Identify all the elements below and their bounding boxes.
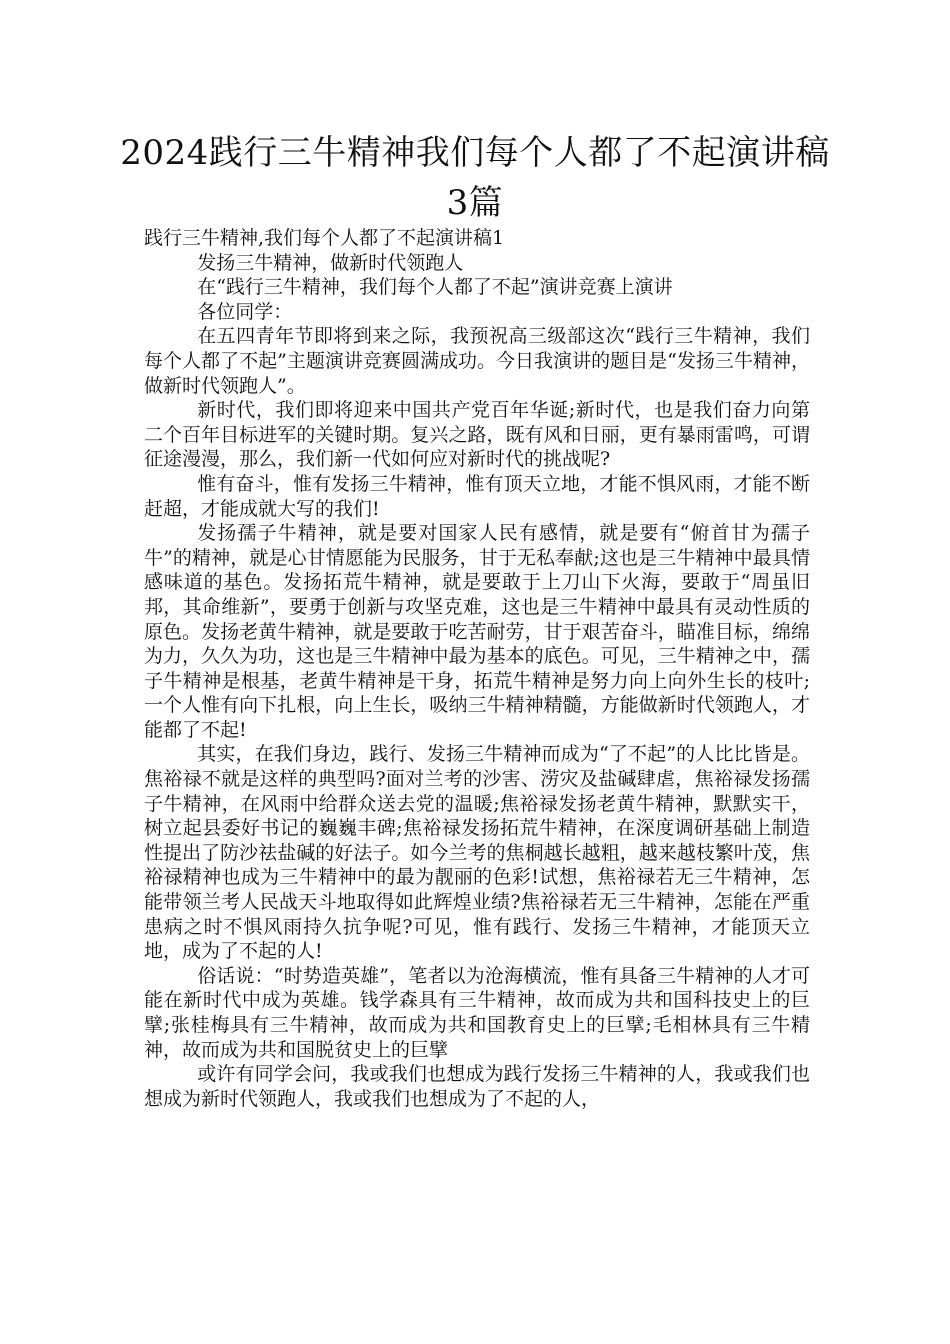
paragraph: 俗话说：“时势造英雄”，笔者以为沧海横流，惟有具备三牛精神的人才可能在新时代中成为英雄。钱学森具有三牛精神，故而成为共和国科技史上的巨擘;张桂梅具有三牛精神，故而成为共和国教育史上的巨擘;毛相林具有三牛精神，故而成为共和国脱贫史上的巨擘: [144, 964, 810, 1061]
paragraph: 惟有奋斗，惟有发扬三牛精神，惟有顶天立地，才能不惧风雨，才能不断赶超，才能成就大写的我们!: [144, 472, 810, 520]
speech-occasion: 在“践行三牛精神，我们每个人都了不起”演讲竞赛上演讲: [197, 276, 673, 299]
paragraph: 或许有同学会问，我或我们也想成为践行发扬三牛精神的人，我或我们也想成为新时代领跑人，我或我们也想成为了不起的人，: [144, 1063, 810, 1110]
paragraph: 其实，在我们身边，践行、发扬三牛精神而成为“了不起”的人比比皆是。焦裕禄不就是这样的典型吗?面对兰考的沙害、涝灾及盐碱肆虐，焦裕禄发扬孺子牛精神，在风雨中给群众送去党的温暖;焦裕禄发扬老黄牛精神，默默实干，树立起县委好书记的巍巍丰碑;焦裕禄发扬拓荒牛精神，在深度调研基础上制造性提出了防沙祛盐碱的好法子。如今兰考的焦桐越长越粗，越来越枝繁叶茂，焦裕禄精神也成为三牛精神中的最为靓丽的色彩!试想，焦裕禄若无三牛精神，怎能带领兰考人民战天斗地取得如此辉煌业绩?焦裕禄若无三牛精神，怎能在严重患病之时不惧风雨持久抗争呢?可见，惟有践行、发扬三牛精神，才能顶天立地，成为了不起的人!: [144, 743, 810, 963]
document-body: [144, 226, 810, 1111]
document-title: 2024践行三牛精神我们每个人都了不起演讲稿3篇: [120, 133, 830, 223]
paragraph: 新时代，我们即将迎来中国共产党百年华诞;新时代，也是我们奋力向第二个百年目标进军的关键时期。复兴之路，既有风和日丽，更有暴雨雷鸣，可谓征途漫漫，那么，我们新一代如何应对新时代的挑战呢?: [144, 399, 810, 471]
paragraph: 发扬孺子牛精神，就是要对国家人民有感情，就是要有“俯首甘为孺子牛”的精神，就是心甘情愿能为民服务，甘于无私奉献;这也是三牛精神中最具情感味道的基色。发扬拓荒牛精神，就是要敢于上刀山下火海，要敢于“周虽旧邦，其命维新”，要勇于创新与攻坚克难，这也是三牛精神中最具有灵动性质的原色。发扬老黄牛精神，就是要敢于吃苦耐劳，甘于艰苦奋斗，瞄准目标，绵绵为力，久久为功，这也是三牛精神中最为基本的底色。可见，三牛精神之中，孺子牛精神是根基，老黄牛精神是干身，拓荒牛精神是努力向上向外生长的枝叶;一个人惟有向下扎根，向上生长，吸纳三牛精神精髓，方能做新时代领跑人，才能都了不起!: [144, 522, 810, 741]
salutation: 各位同学：: [197, 300, 293, 323]
paragraph: 在五四青年节即将到来之际，我预祝高三级部这次“践行三牛精神，我们每个人都了不起”主题演讲竞赛圆满成功。今日我演讲的题目是“发扬三牛精神，做新时代领跑人”。: [144, 325, 810, 397]
speech-title: 发扬三牛精神，做新时代领跑人: [197, 251, 464, 274]
section-heading: 践行三牛精神,我们每个人都了不起演讲稿1: [144, 227, 505, 249]
